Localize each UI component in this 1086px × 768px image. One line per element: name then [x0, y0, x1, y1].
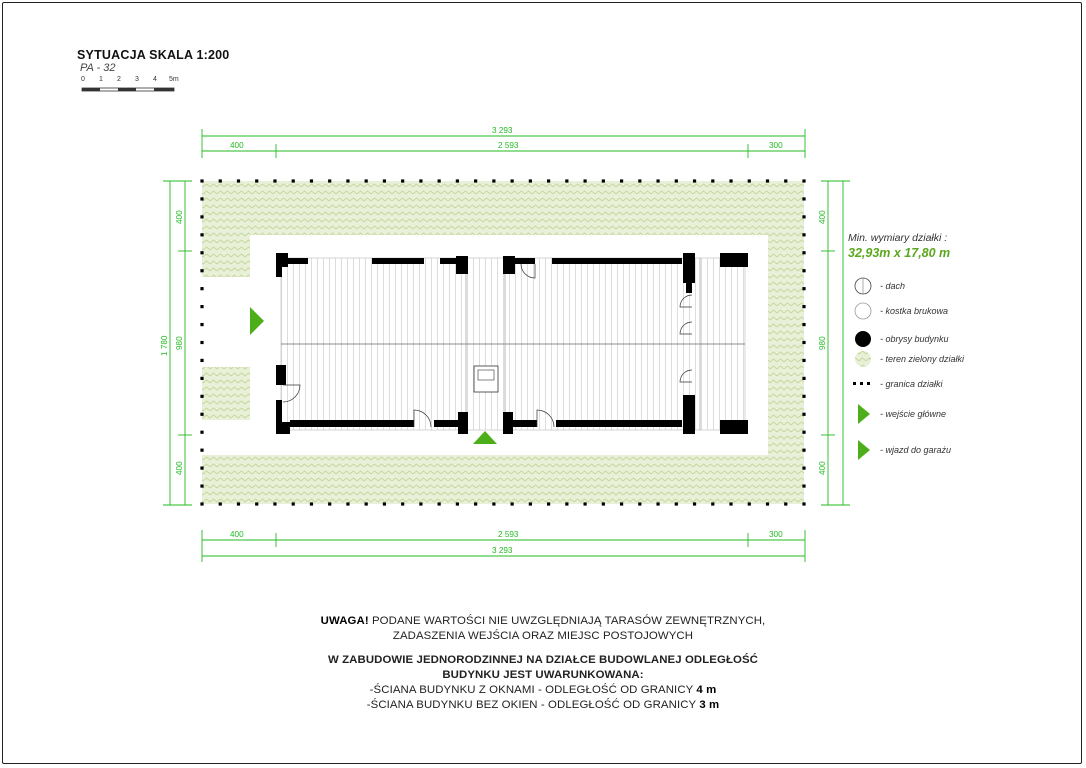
legend-item-main-entrance: - wejście główne	[852, 404, 946, 424]
boundary-marker	[273, 179, 276, 182]
boundary-marker	[802, 305, 805, 308]
boundary-marker	[255, 502, 258, 505]
boundary-marker	[346, 179, 349, 182]
dim-top-middle: 2 593	[498, 141, 519, 150]
boundary-marker	[200, 449, 203, 452]
boundary-marker	[200, 305, 203, 308]
boundary-marker	[802, 484, 805, 487]
boundary-marker	[565, 179, 568, 182]
boundary-marker	[748, 179, 751, 182]
scale-label-0: 0	[81, 76, 85, 83]
boundary-marker	[200, 341, 203, 344]
notes	[300, 614, 786, 713]
boundary-marker	[547, 179, 550, 182]
scale-bar	[81, 76, 179, 91]
boundary-marker	[456, 179, 459, 182]
boundary-marker	[711, 179, 714, 182]
dim-top-total: 3 293	[492, 126, 513, 135]
boundary-marker	[237, 179, 240, 182]
boundary-marker	[583, 179, 586, 182]
boundary-marker	[419, 179, 422, 182]
boundary-marker	[529, 179, 532, 182]
boundary-marker	[602, 502, 605, 505]
boundary-marker	[711, 502, 714, 505]
boundary-marker	[474, 502, 477, 505]
boundary-marker	[200, 413, 203, 416]
boundary-marker	[492, 502, 495, 505]
boundary-marker	[675, 502, 678, 505]
legend-item-roof: - dach	[852, 276, 905, 296]
roof-circle-icon	[852, 276, 874, 296]
scale-label-3: 3	[135, 76, 139, 83]
boundary-marker	[802, 287, 805, 290]
sheet-title: SYTUACJA SKALA 1:200	[77, 48, 230, 62]
boundary-marker	[802, 395, 805, 398]
legend-item-green-area: - teren zielony działki	[852, 349, 964, 369]
boundary-marker	[273, 502, 276, 505]
boundary-marker	[565, 502, 568, 505]
boundary-marker	[383, 179, 386, 182]
note-line-4: BUDYNKU JEST UWARUNKOWANA:	[442, 669, 644, 681]
boundary-marker	[328, 179, 331, 182]
boundary-marker	[219, 502, 222, 505]
boundary-marker	[200, 467, 203, 470]
boundary-marker	[474, 179, 477, 182]
boundary-marker	[200, 215, 203, 218]
dim-bottom-middle: 2 593	[498, 530, 519, 539]
boundary-marker	[255, 179, 258, 182]
boundary-marker	[200, 395, 203, 398]
legend-plot-dimensions: 32,93m x 17,80 m	[848, 246, 951, 260]
dim-top-left: 400	[230, 141, 244, 150]
dim-left-total: 1 780	[160, 335, 169, 356]
legend-item-building-outline: - obrysy budynku	[852, 329, 949, 349]
plot-boundary-icon	[852, 374, 874, 394]
boundary-marker	[729, 179, 732, 182]
boundary-marker	[200, 359, 203, 362]
note-line-2: ZADASZENIA WEJŚCIA ORAZ MIEJSC POSTOJOWYCH	[392, 630, 694, 642]
boundary-marker	[346, 502, 349, 505]
boundary-marker	[802, 197, 805, 200]
boundary-marker	[438, 502, 441, 505]
boundary-marker	[511, 502, 514, 505]
boundary-marker	[766, 502, 769, 505]
dim-right-middle: 980	[818, 336, 827, 350]
paving-circle-icon	[852, 301, 874, 321]
boundary-marker	[438, 179, 441, 182]
boundary-marker	[802, 341, 805, 344]
note-line-5: -ŚCIANA BUDYNKU Z OKNAMI - ODLEGŁOŚĆ OD GRANICY 4 m	[369, 684, 717, 696]
boundary-marker	[365, 179, 368, 182]
dim-bottom-total: 3 293	[492, 546, 513, 555]
boundary-marker	[693, 179, 696, 182]
boundary-marker	[620, 179, 623, 182]
boundary-marker	[383, 502, 386, 505]
boundary-marker	[675, 179, 678, 182]
dim-bottom-right: 300	[769, 530, 783, 539]
legend-item-plot-boundary: - granica działki	[852, 374, 943, 394]
boundary-marker	[802, 359, 805, 362]
scale-label-1: 1	[99, 76, 103, 83]
boundary-marker	[200, 179, 203, 182]
boundary-marker	[802, 269, 805, 272]
boundary-marker	[401, 179, 404, 182]
building-outline-circle-icon	[852, 329, 874, 349]
boundary-marker	[365, 502, 368, 505]
legend	[848, 232, 1038, 455]
boundary-marker	[802, 179, 805, 182]
boundary-marker	[638, 502, 641, 505]
boundary-marker	[802, 502, 805, 505]
boundary-marker	[802, 413, 805, 416]
boundary-marker	[456, 502, 459, 505]
boundary-marker	[529, 502, 532, 505]
sheet-subtitle: PA - 32	[80, 62, 116, 74]
legend-item-garage-entrance: - wjazd do garażu	[852, 440, 951, 460]
boundary-marker	[748, 502, 751, 505]
boundary-marker	[219, 179, 222, 182]
dim-left-middle: 980	[175, 336, 184, 350]
scale-label-2: 2	[117, 76, 121, 83]
boundary-marker	[802, 431, 805, 434]
boundary-marker	[802, 233, 805, 236]
scale-label-4: 4	[153, 76, 157, 83]
boundary-marker	[693, 502, 696, 505]
legend-item-paving: - kostka brukowa	[852, 301, 948, 321]
boundary-marker	[729, 502, 732, 505]
boundary-marker	[802, 377, 805, 380]
boundary-marker	[656, 179, 659, 182]
boundary-marker	[292, 179, 295, 182]
boundary-marker	[620, 502, 623, 505]
boundary-marker	[602, 179, 605, 182]
scale-label-5: 5m	[169, 76, 179, 83]
boundary-marker	[802, 467, 805, 470]
boundary-marker	[583, 502, 586, 505]
dim-left-bottom: 400	[175, 461, 184, 475]
dim-bottom-left: 400	[230, 530, 244, 539]
boundary-marker	[401, 502, 404, 505]
boundary-marker	[200, 269, 203, 272]
boundary-marker	[802, 323, 805, 326]
green-area-circle-icon	[852, 349, 874, 369]
boundary-marker	[492, 179, 495, 182]
boundary-marker	[802, 449, 805, 452]
boundary-marker	[766, 179, 769, 182]
dim-left-top: 400	[175, 210, 184, 224]
boundary-marker	[200, 233, 203, 236]
boundary-marker	[328, 502, 331, 505]
garage-entrance-arrow-icon	[852, 440, 874, 460]
legend-title: Min. wymiary działki :	[848, 232, 948, 244]
boundary-marker	[200, 197, 203, 200]
boundary-marker	[802, 251, 805, 254]
boundary-marker	[419, 502, 422, 505]
boundary-marker	[200, 377, 203, 380]
boundary-marker	[200, 431, 203, 434]
boundary-marker	[784, 502, 787, 505]
boundary-marker	[802, 215, 805, 218]
boundary-marker	[200, 287, 203, 290]
note-line-6: -ŚCIANA BUDYNKU BEZ OKIEN - ODLEGŁOŚĆ OD GRANICY 3 m	[366, 699, 720, 711]
boundary-marker	[200, 484, 203, 487]
boundary-marker	[784, 179, 787, 182]
boundary-marker	[237, 502, 240, 505]
dim-right-bottom: 400	[818, 461, 827, 475]
boundary-marker	[200, 251, 203, 254]
boundary-marker	[292, 502, 295, 505]
building	[276, 253, 748, 434]
boundary-marker	[200, 502, 203, 505]
boundary-marker	[310, 179, 313, 182]
boundary-marker	[547, 502, 550, 505]
note-line-3: W ZABUDOWIE JEDNORODZINNEJ NA DZIAŁCE BUDOWLANEJ ODLEGŁOŚĆ	[328, 654, 758, 666]
dim-top-right: 300	[769, 141, 783, 150]
boundary-marker	[511, 179, 514, 182]
boundary-marker	[310, 502, 313, 505]
note-line-1: UWAGA! PODANE WARTOŚCI NIE UWZGLĘDNIAJĄ TARASÓW ZEWNĘTRZNYCH,	[320, 615, 766, 627]
main-entrance-arrow-icon	[852, 404, 874, 424]
boundary-marker	[200, 323, 203, 326]
boundary-marker	[638, 179, 641, 182]
boundary-marker	[656, 502, 659, 505]
dim-right-top: 400	[818, 210, 827, 224]
